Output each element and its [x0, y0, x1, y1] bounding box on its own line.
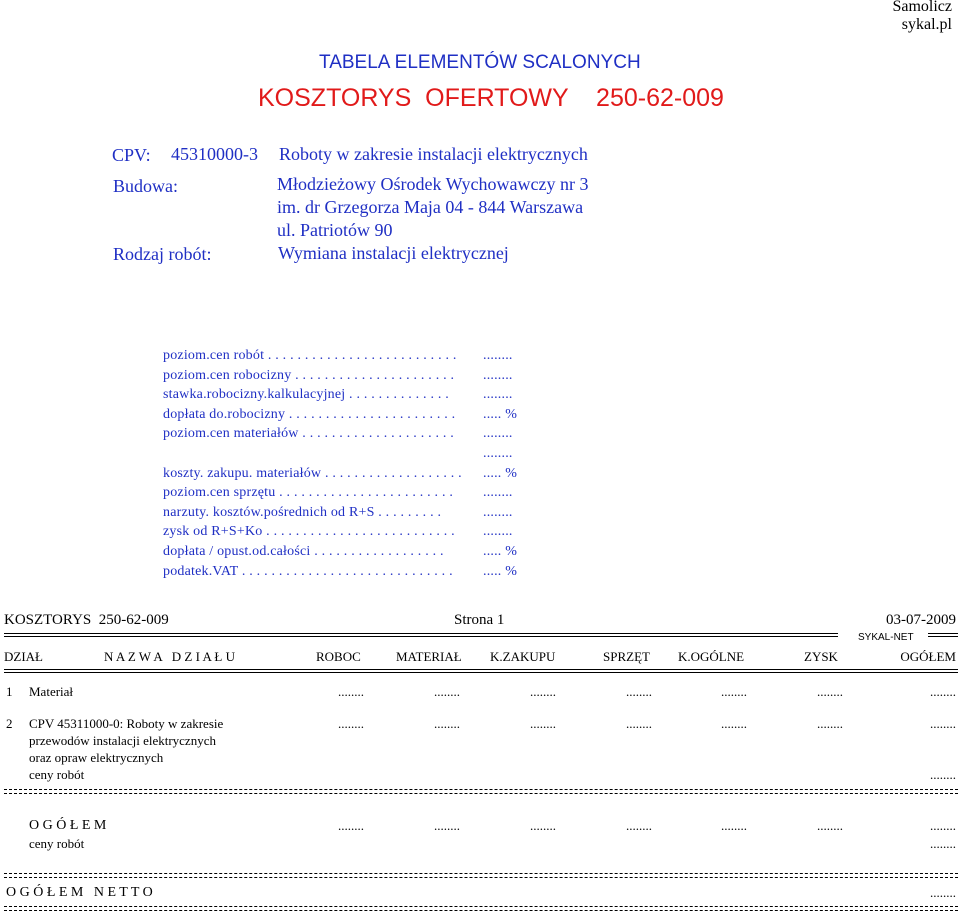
parameter-value: ........ — [483, 505, 513, 520]
parameter-value: ........ — [483, 485, 513, 500]
parameter-label: narzuty. kosztów.pośrednich od R+S . . . . . . . . . — [163, 505, 442, 520]
parameter-value: ........ — [483, 446, 513, 461]
parameter-row — [163, 348, 563, 367]
value-cell: ........ — [930, 818, 956, 833]
ceny-label: ceny robót — [29, 767, 85, 782]
rodzaj-label: Rodzaj robót: — [113, 244, 212, 264]
row-1-name: Materiał — [29, 684, 74, 699]
total-separator-2 — [4, 877, 958, 878]
cpv-label: CPV: — [112, 145, 151, 165]
parameter-row — [163, 485, 563, 504]
parameter-row — [163, 446, 563, 465]
parameter-row — [163, 564, 563, 583]
value-cell: ........ — [721, 684, 747, 699]
parameter-value: ..... % — [483, 544, 518, 559]
header-rule-end — [928, 633, 958, 637]
total-label: O G Ó Ł E M — [29, 818, 107, 833]
parameter-value: ........ — [483, 426, 513, 441]
parameter-label: dopłata do.robocizny . . . . . . . . . . . . . . . . . . . . . . . — [163, 407, 456, 422]
col-kogolne: K.OGÓLNE — [678, 649, 745, 664]
brand-domain: sykal.pl — [901, 16, 952, 33]
row-2-number: 2 — [6, 716, 13, 731]
value-cell: ........ — [626, 684, 652, 699]
row-2-name-line-2: przewodów instalacji elektrycznych — [29, 733, 216, 748]
parameter-label: dopłata / opust.od.całości . . . . . . . . . . . . . . . . . . — [163, 544, 444, 559]
col-kzakupu: K.ZAKUPU — [490, 649, 556, 664]
parameter-row — [163, 426, 563, 445]
row-separator-2 — [4, 793, 958, 794]
page-header-left: KOSZTORYS 250-62-009 — [4, 612, 169, 628]
columns-rule — [4, 669, 958, 673]
parameter-label: zysk od R+S+Ko . . . . . . . . . . . . . . . . . . . . . . . . . . — [163, 524, 455, 539]
budowa-line-3: ul. Patriotów 90 — [277, 220, 393, 240]
value-cell: ........ — [930, 716, 956, 731]
ceny-value: ........ — [930, 767, 956, 782]
col-roboc: ROBOC — [316, 649, 361, 664]
parameter-row — [163, 544, 563, 563]
col-dzial: DZIAŁ — [4, 649, 43, 664]
budowa-line-2: im. dr Grzegorza Maja 04 - 844 Warszawa — [277, 197, 584, 217]
cpv-description: Roboty w zakresie instalacji elektrycznych — [279, 144, 588, 164]
parameter-label: poziom.cen robót . . . . . . . . . . . . . . . . . . . . . . . . . . — [163, 348, 457, 363]
parameter-row — [163, 466, 563, 485]
budowa-line-1: Młodzieżowy Ośrodek Wychowawczy nr 3 — [277, 174, 589, 194]
value-cell: ........ — [338, 818, 364, 833]
value-cell: ........ — [434, 684, 460, 699]
value-cell: ........ — [338, 684, 364, 699]
value-cell: ........ — [626, 716, 652, 731]
row-2-name: CPV 45311000-0: Roboty w zakresie — [29, 716, 224, 731]
document-title: KOSZTORYS OFERTOWY 250-62-009 — [258, 84, 724, 112]
document-subtitle: TABELA ELEMENTÓW SCALONYCH — [319, 52, 641, 73]
page-header-center: Strona 1 — [454, 612, 505, 628]
netto-value: ........ — [930, 885, 956, 900]
value-cell: ........ — [817, 684, 843, 699]
rodzaj-value: Wymiana instalacji elektrycznej — [278, 243, 509, 263]
budowa-label: Budowa: — [113, 176, 178, 196]
row-2-name-line-3: oraz opraw elektrycznych — [29, 750, 164, 765]
parameter-row — [163, 524, 563, 543]
parameter-row — [163, 368, 563, 387]
col-nazwa: N A Z W A D Z I A Ł U — [104, 649, 235, 664]
parameter-value: ..... % — [483, 407, 518, 422]
netto-separator — [4, 906, 958, 907]
value-cell: ........ — [434, 818, 460, 833]
value-cell: ........ — [626, 818, 652, 833]
total-ceny-label: ceny robót — [29, 836, 85, 851]
col-sprzet: SPRZĘT — [603, 649, 650, 664]
parameter-label: poziom.cen sprzętu . . . . . . . . . . . . . . . . . . . . . . . . — [163, 485, 454, 500]
parameter-row — [163, 505, 563, 524]
value-cell: ........ — [721, 818, 747, 833]
header-rule — [4, 633, 838, 637]
parameter-label: poziom.cen robocizny . . . . . . . . . . . . . . . . . . . . . . — [163, 368, 455, 383]
row-separator — [4, 789, 958, 790]
value-cell: ........ — [530, 684, 556, 699]
parameter-value: ........ — [483, 387, 513, 402]
parameter-label: stawka.robocizny.kalkulacyjnej . . . . . . . . . . . . . . — [163, 387, 449, 402]
parameter-value: ........ — [483, 348, 513, 363]
parameter-row — [163, 407, 563, 426]
row-1-number: 1 — [6, 684, 13, 699]
parameter-value: ........ — [483, 524, 513, 539]
value-cell: ........ — [530, 716, 556, 731]
col-zysk: ZYSK — [804, 649, 838, 664]
netto-label: O G Ó Ł E M N E T T O — [6, 885, 153, 900]
parameter-label: podatek.VAT . . . . . . . . . . . . . . . . . . . . . . . . . . . . . — [163, 564, 453, 579]
brand-name: Samolicz — [892, 0, 952, 15]
page-header-right: 03-07-2009 — [886, 612, 956, 628]
value-cell: ........ — [930, 684, 956, 699]
sykal-label: SYKAL-NET — [858, 632, 914, 643]
total-ceny-value: ........ — [930, 836, 956, 851]
parameter-value: ..... % — [483, 564, 518, 579]
total-separator — [4, 873, 958, 874]
cpv-code: 45310000-3 — [171, 144, 258, 164]
parameter-label: koszty. zakupu. materiałów . . . . . . . . . . . . . . . . . . . — [163, 466, 462, 481]
netto-separator-2 — [4, 910, 958, 911]
parameter-value: ..... % — [483, 466, 518, 481]
parameter-row — [163, 387, 563, 406]
parameter-label: poziom.cen materiałów . . . . . . . . . . . . . . . . . . . . . — [163, 426, 454, 441]
value-cell: ........ — [530, 818, 556, 833]
value-cell: ........ — [721, 716, 747, 731]
col-ogolem: OGÓŁEM — [900, 649, 956, 664]
value-cell: ........ — [817, 818, 843, 833]
value-cell: ........ — [434, 716, 460, 731]
col-material: MATERIAŁ — [396, 649, 462, 664]
parameter-value: ........ — [483, 368, 513, 383]
value-cell: ........ — [817, 716, 843, 731]
value-cell: ........ — [338, 716, 364, 731]
